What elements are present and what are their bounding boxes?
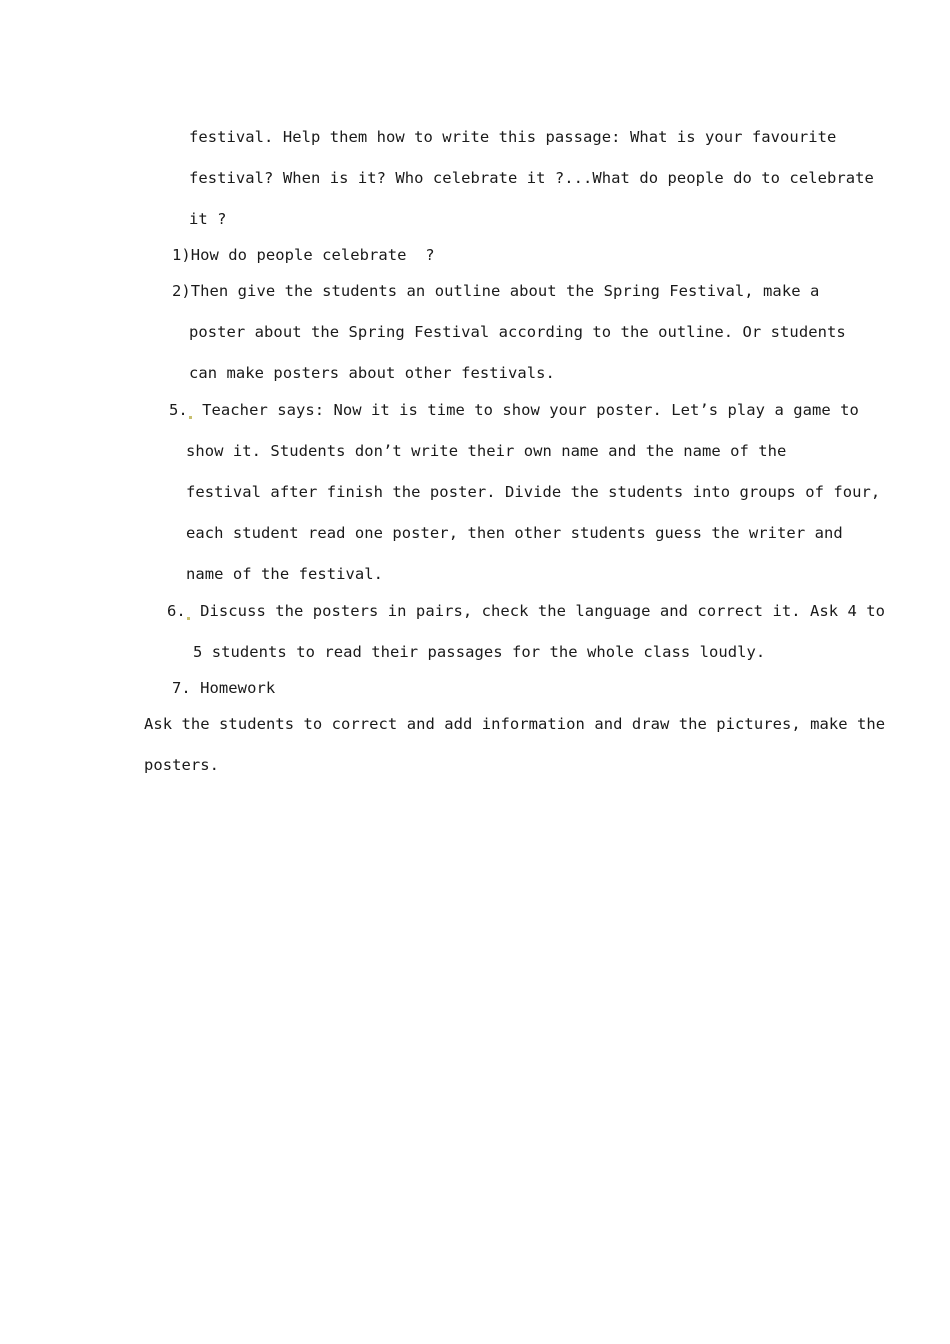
- sub-item-number: 2): [172, 282, 191, 300]
- step-text: Homework: [200, 679, 276, 697]
- sub-item-number: 1): [172, 246, 191, 264]
- step-6: [167, 601, 885, 621]
- homework-line-1: Ask the students to correct and add information and draw the pictures, make the: [144, 715, 886, 733]
- step-5-line-3: festival after finish the poster. Divide the students into groups of four,: [186, 483, 881, 501]
- step-5-line-2: show it. Students don’t write their own name and the name of the: [186, 442, 787, 460]
- sub-item-1: [172, 245, 435, 265]
- mark-icon: [187, 617, 190, 620]
- step-text: Teacher says: Now it is time to show your poster. Let’s play a game to: [202, 401, 859, 419]
- step-text: Discuss the posters in pairs, check the language and correct it. Ask 4 to: [200, 602, 886, 620]
- step-5-line-4: each student read one poster, then other students guess the writer and: [186, 524, 843, 542]
- step-6-line-2: 5 students to read their passages for the whole class loudly.: [193, 643, 766, 661]
- step-5-line-5: name of the festival.: [186, 565, 384, 583]
- step-7: [172, 678, 275, 698]
- sub-item-text: Then give the students an outline about the Spring Festival, make a: [190, 282, 820, 300]
- step-number: 7.: [172, 679, 191, 697]
- intro-line-3: it ?: [189, 210, 227, 228]
- sub-item-2-line-3: can make posters about other festivals.: [189, 364, 555, 382]
- intro-line-2: festival? When is it? Who celebrate it ?...What do people do to celebrate: [189, 169, 874, 187]
- sub-item-2-line-2: poster about the Spring Festival according to the outline. Or students: [189, 323, 846, 341]
- step-5: [169, 400, 859, 420]
- intro-line-1: festival. Help them how to write this passage: What is your favourite: [189, 128, 837, 146]
- sub-item-2: [172, 281, 819, 301]
- homework-line-2: posters.: [144, 756, 220, 774]
- sub-item-text: How do people celebrate ?: [190, 246, 435, 264]
- mark-icon: [189, 416, 192, 419]
- step-number: 6.: [167, 602, 186, 620]
- step-number: 5.: [169, 401, 188, 419]
